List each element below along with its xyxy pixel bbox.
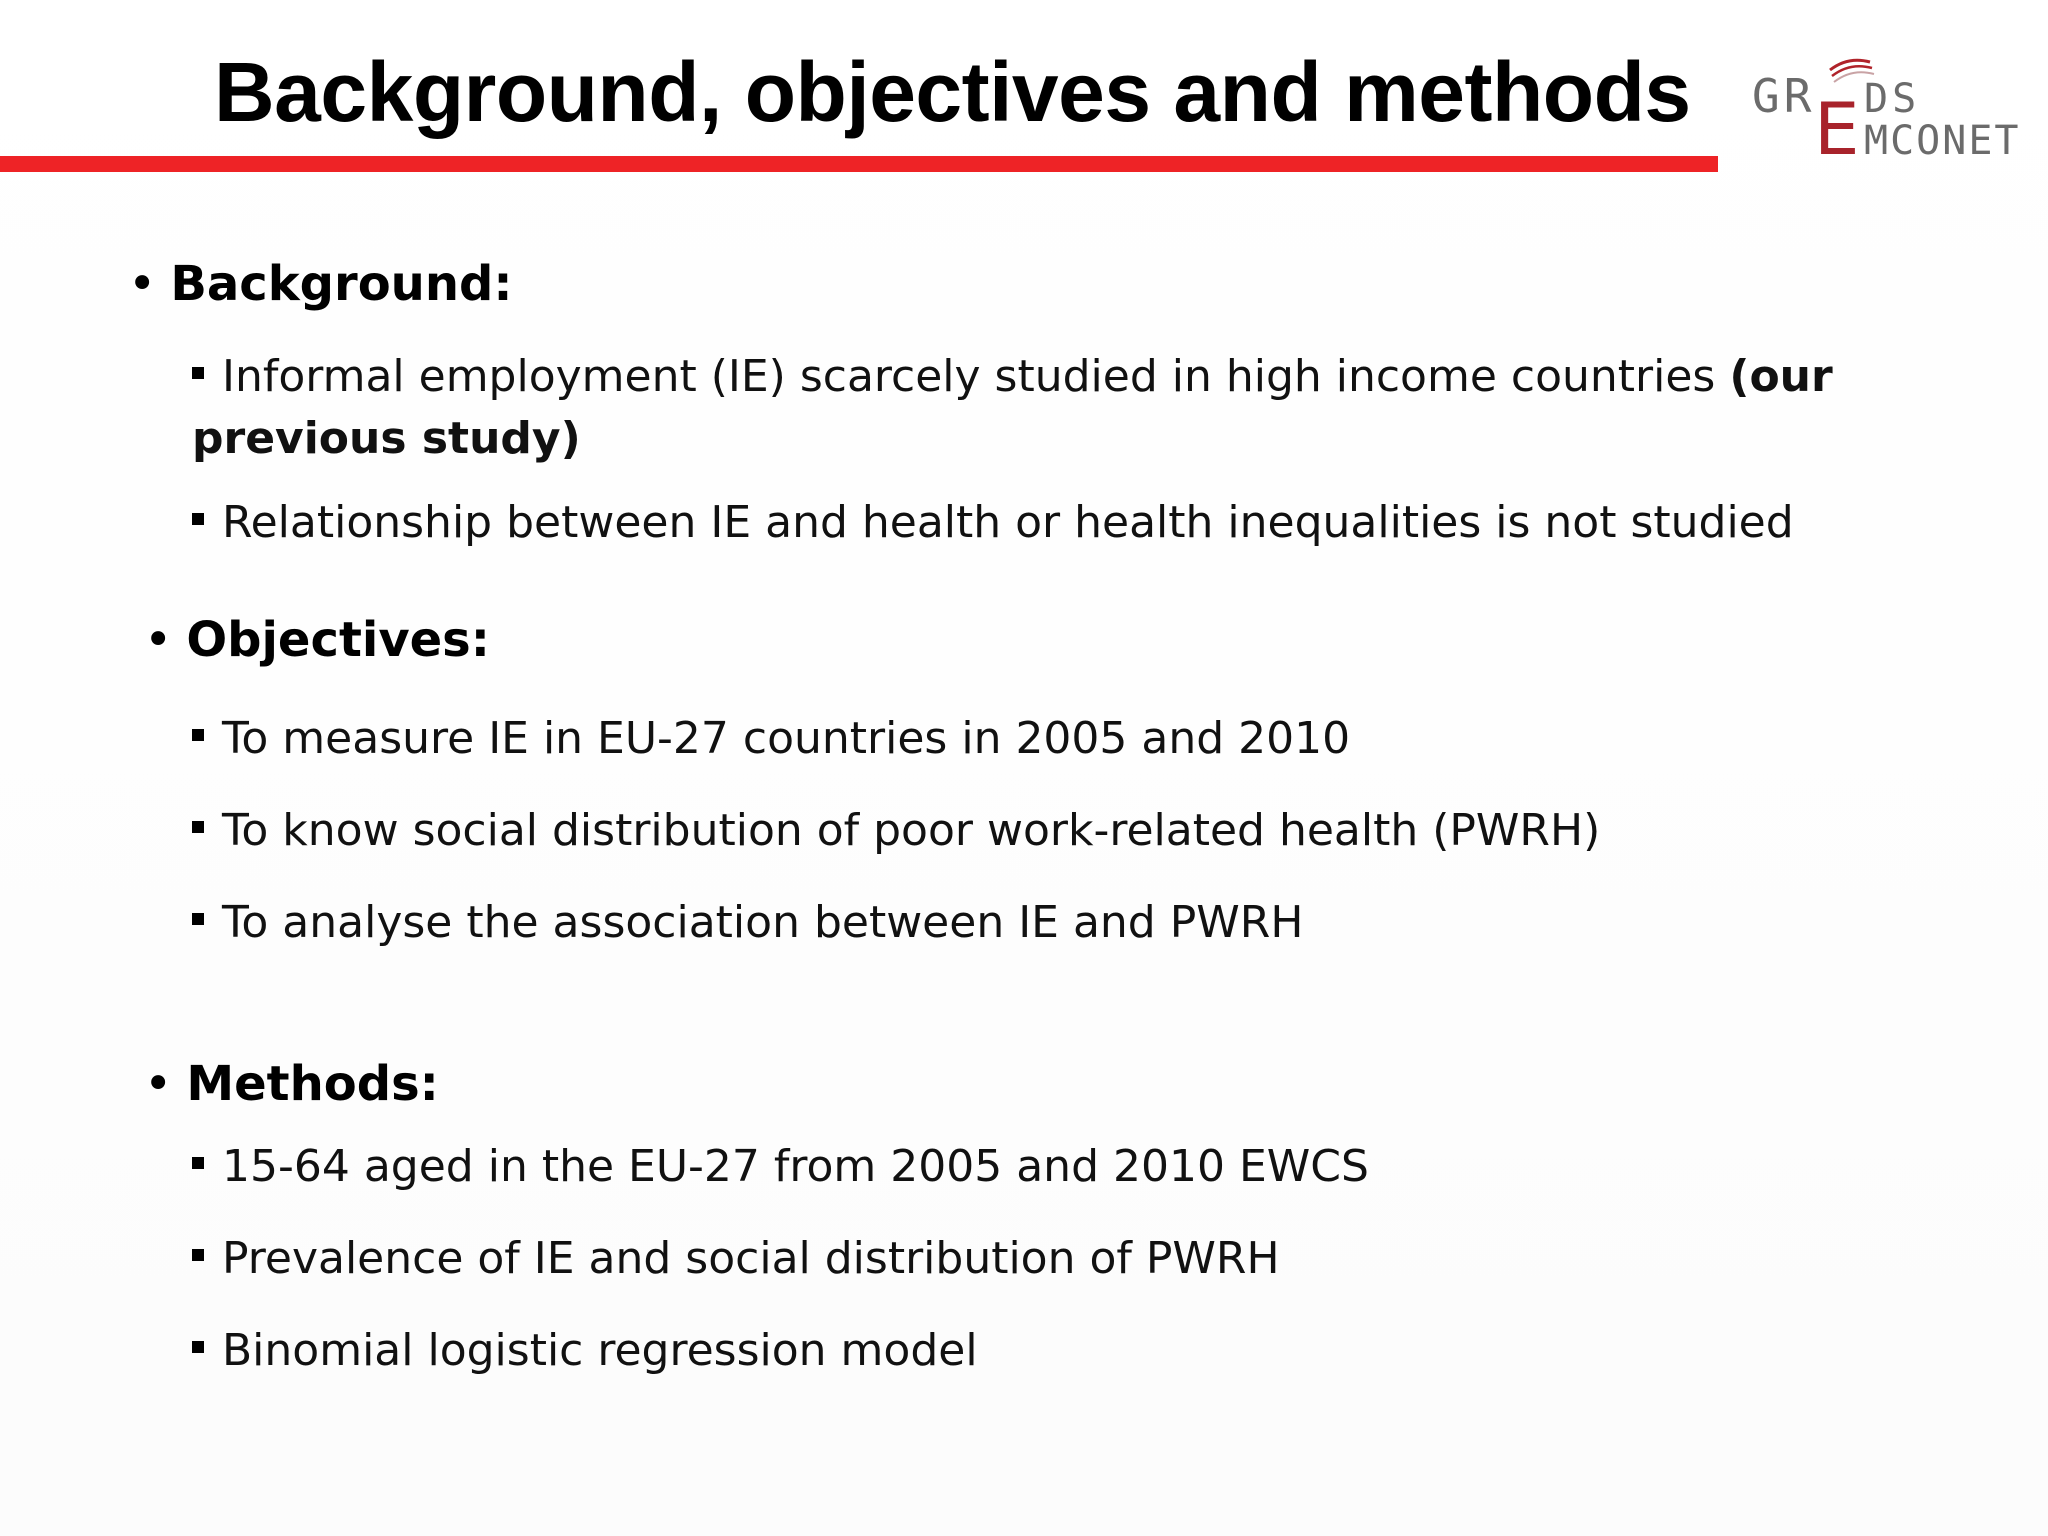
section-heading-methods: • Methods: (144, 1056, 439, 1112)
square-bullet-icon (192, 1249, 204, 1261)
square-bullet-icon (192, 1157, 204, 1169)
slide-title: Background, objectives and methods (214, 45, 1691, 139)
square-bullet-icon (192, 1341, 204, 1353)
list-item: Binomial logistic regression model (192, 1320, 978, 1382)
section-heading-background: • Background: (128, 256, 513, 312)
square-bullet-icon (192, 913, 204, 925)
bullet-dot: • (128, 256, 157, 312)
list-item: 15-64 aged in the EU-27 from 2005 and 2010 EWCS (192, 1136, 1369, 1198)
list-item: To analyse the association between IE and PWRH (192, 892, 1303, 954)
svg-text:DS: DS (1864, 76, 1921, 122)
svg-text:MCONET: MCONET (1864, 118, 2021, 162)
list-item: To know social distribution of poor work-related health (PWRH) (192, 800, 1600, 862)
bullet-dot: • (144, 612, 173, 668)
square-bullet-icon (192, 513, 204, 525)
list-item: Relationship between IE and health or health inequalities is not studied (192, 492, 1794, 554)
square-bullet-icon (192, 367, 204, 379)
section-heading-objectives: • Objectives: (144, 612, 490, 668)
svg-text:GR: GR (1752, 69, 1816, 123)
list-item: Prevalence of IE and social distribution of PWRH (192, 1228, 1280, 1290)
list-item: To measure IE in EU-27 countries in 2005 and 2010 (192, 708, 1350, 770)
svg-text:E: E (1814, 87, 1860, 162)
list-item: Informal employment (IE) scarcely studied in high income countries (our previous study) (192, 351, 1833, 464)
square-bullet-icon (192, 821, 204, 833)
bullet-dot: • (144, 1056, 173, 1112)
square-bullet-icon (192, 729, 204, 741)
